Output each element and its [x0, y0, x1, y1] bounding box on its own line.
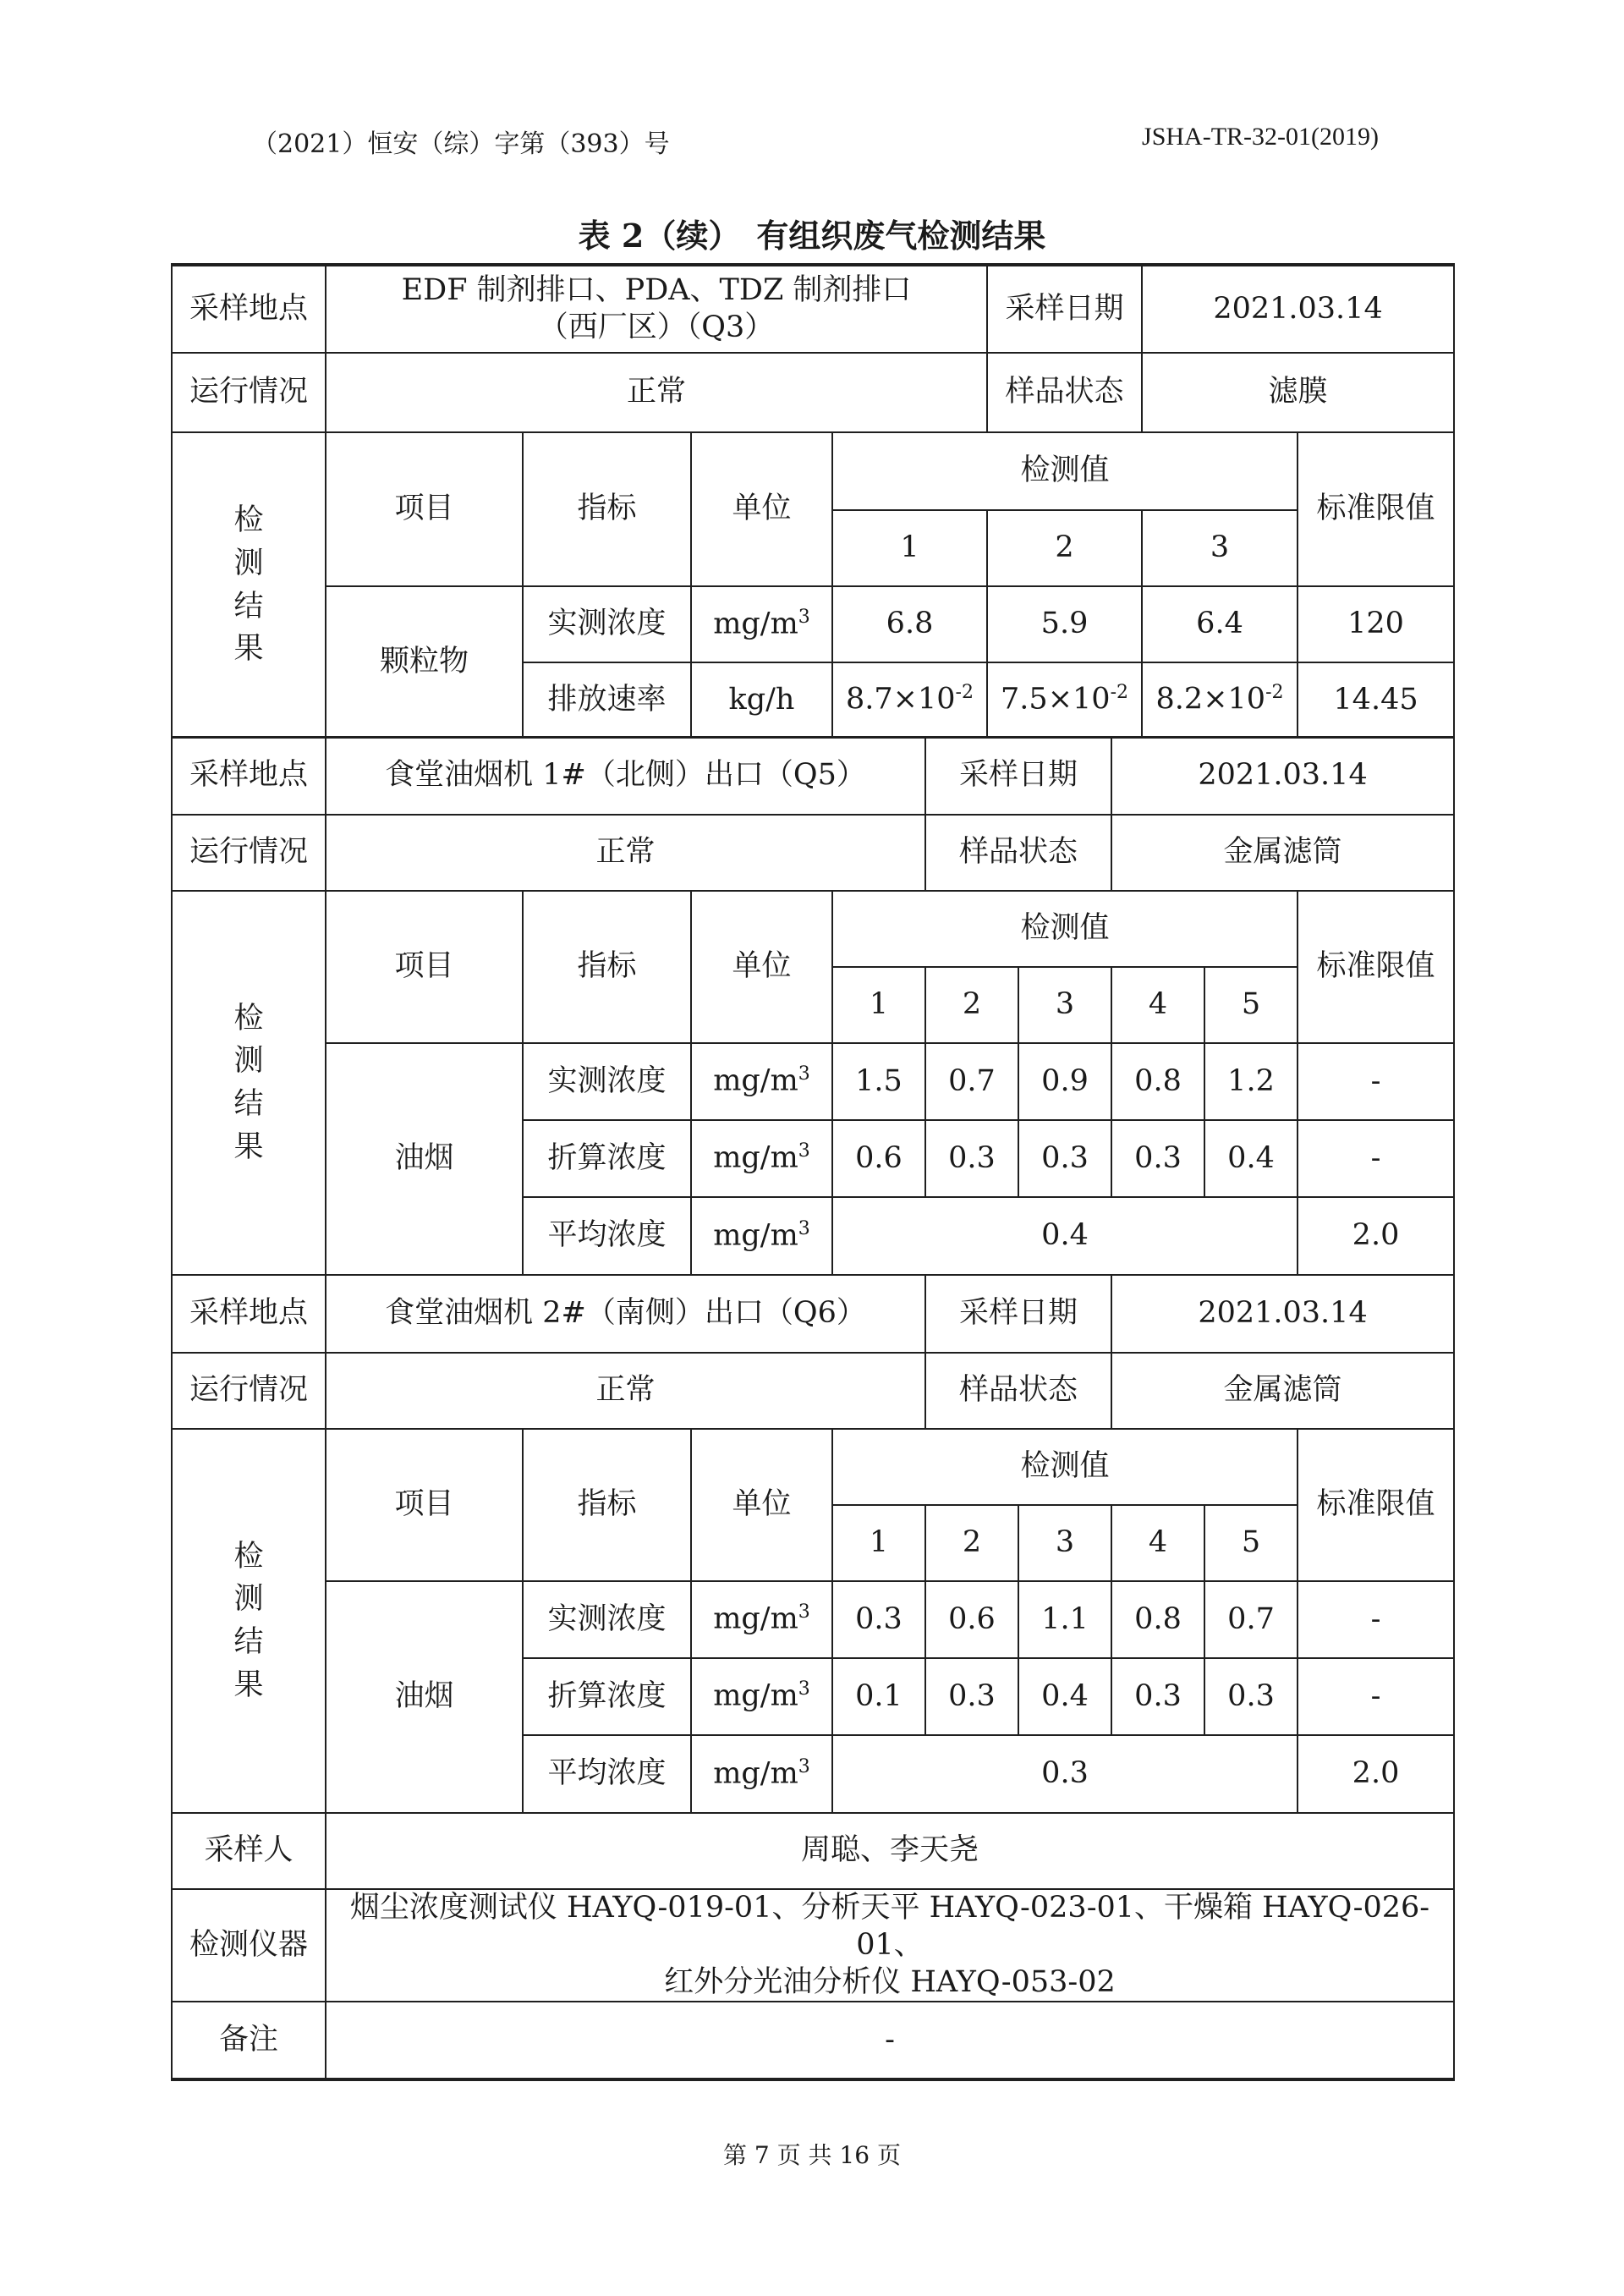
value-cell: 0.7 — [1204, 1581, 1298, 1658]
limit-header: 标准限值 — [1298, 432, 1454, 586]
page-number: 第 7 页 共 16 页 — [723, 2141, 901, 2169]
value-cell: 6.4 — [1142, 586, 1298, 662]
value-cell: 0.4 — [1204, 1120, 1298, 1197]
form-code: JSHA-TR-32-01(2019) — [1142, 123, 1379, 151]
remarks-label: 备注 — [172, 2002, 326, 2079]
limit-cell: 2.0 — [1298, 1735, 1454, 1813]
date-value: 2021.03.14 — [1111, 737, 1454, 815]
site-value: 食堂油烟机 1#（北侧）出口（Q5） — [326, 737, 925, 815]
site-value: 食堂油烟机 2#（南侧）出口（Q6） — [326, 1275, 925, 1353]
limit-header: 标准限值 — [1298, 891, 1454, 1043]
value-cell: 0.3 — [1111, 1658, 1204, 1735]
average-value: 0.4 — [832, 1197, 1298, 1275]
sample-state-value: 滤膜 — [1142, 353, 1454, 432]
limit-cell: - — [1298, 1043, 1454, 1120]
col-header: 1 — [832, 510, 987, 586]
col-header: 2 — [925, 967, 1018, 1043]
indicator-cell: 排放速率 — [523, 662, 691, 738]
col-header: 5 — [1204, 1505, 1298, 1581]
section-q6-table — [171, 1274, 1455, 1814]
report-number: （2021）恒安（综）字第（393）号 — [252, 129, 670, 159]
unit-header: 单位 — [691, 1429, 832, 1581]
value-cell: $7.5\times 10^{-2}$ — [987, 662, 1142, 738]
col-header: 4 — [1111, 1505, 1204, 1581]
col-header: 2 — [925, 1505, 1018, 1581]
operation-value: 正常 — [326, 815, 925, 891]
col-header: 2 — [987, 510, 1142, 586]
unit-cell: $mg/m^3$ — [691, 1043, 832, 1120]
limit-header: 标准限值 — [1298, 1429, 1454, 1581]
indicator-header: 指标 — [523, 432, 691, 586]
item-name: 油烟 — [326, 1581, 523, 1813]
value-cell: 0.3 — [1111, 1120, 1204, 1197]
value-cell: 0.8 — [1111, 1581, 1204, 1658]
value-cell: 0.7 — [925, 1043, 1018, 1120]
site-label: 采样地点 — [172, 737, 326, 815]
col-header: 1 — [832, 967, 925, 1043]
value-cell: 0.6 — [832, 1120, 925, 1197]
site-value: EDF 制剂排口、PDA、TDZ 制剂排口 （西厂区）（Q3） — [326, 265, 987, 353]
indicator-cell: 平均浓度 — [523, 1735, 691, 1813]
indicator-cell: 实测浓度 — [523, 1043, 691, 1120]
item-name: 颗粒物 — [326, 586, 523, 738]
unit-cell: $mg/m^3$ — [691, 1658, 832, 1735]
results-label: 检 测 结 果 — [172, 432, 326, 738]
sample-state-label: 样品状态 — [987, 353, 1142, 432]
limit-cell: - — [1298, 1120, 1454, 1197]
indicator-cell: 实测浓度 — [523, 1581, 691, 1658]
footer-table — [171, 1812, 1455, 2081]
value-cell: 0.3 — [832, 1581, 925, 1658]
date-value: 2021.03.14 — [1111, 1275, 1454, 1353]
date-label: 采样日期 — [925, 737, 1111, 815]
value-cell: 0.3 — [925, 1120, 1018, 1197]
limit-cell: - — [1298, 1581, 1454, 1658]
col-header: 1 — [832, 1505, 925, 1581]
section-q5-table — [171, 736, 1455, 1276]
item-name: 油烟 — [326, 1043, 523, 1275]
results-label: 检 测 结 果 — [172, 1429, 326, 1813]
measured-header: 检测值 — [832, 432, 1298, 510]
indicator-cell: 折算浓度 — [523, 1120, 691, 1197]
limit-cell: 2.0 — [1298, 1197, 1454, 1275]
sample-state-label: 样品状态 — [925, 1353, 1111, 1429]
col-header: 3 — [1018, 1505, 1111, 1581]
remarks-value: - — [326, 2002, 1454, 2079]
section-q3-table — [171, 263, 1455, 739]
table-title: 表 2（续） 有组织废气检测结果 — [578, 217, 1046, 255]
item-header: 项目 — [326, 432, 523, 586]
value-cell: 6.8 — [832, 586, 987, 662]
limit-cell: 120 — [1298, 586, 1454, 662]
value-cell: 1.5 — [832, 1043, 925, 1120]
sample-state-value: 金属滤筒 — [1111, 815, 1454, 891]
col-header: 3 — [1018, 967, 1111, 1043]
value-cell: $8.7\times 10^{-2}$ — [832, 662, 987, 738]
value-cell: 0.1 — [832, 1658, 925, 1735]
operation-label: 运行情况 — [172, 353, 326, 432]
indicator-cell: 折算浓度 — [523, 1658, 691, 1735]
value-cell: 0.3 — [925, 1658, 1018, 1735]
sampler-label: 采样人 — [172, 1813, 326, 1889]
value-cell: 0.6 — [925, 1581, 1018, 1658]
item-header: 项目 — [326, 1429, 523, 1581]
instruments-label: 检测仪器 — [172, 1889, 326, 2002]
results-label: 检 测 结 果 — [172, 891, 326, 1275]
value-cell: 0.3 — [1204, 1658, 1298, 1735]
sample-state-value: 金属滤筒 — [1111, 1353, 1454, 1429]
operation-label: 运行情况 — [172, 815, 326, 891]
unit-cell: $mg/m^3$ — [691, 1120, 832, 1197]
measured-header: 检测值 — [832, 1429, 1298, 1505]
indicator-header: 指标 — [523, 1429, 691, 1581]
operation-label: 运行情况 — [172, 1353, 326, 1429]
limit-cell: - — [1298, 1658, 1454, 1735]
unit-cell: $mg/m^3$ — [691, 1581, 832, 1658]
site-label: 采样地点 — [172, 265, 326, 353]
unit-header: 单位 — [691, 891, 832, 1043]
value-cell: 0.3 — [1018, 1120, 1111, 1197]
col-header: 3 — [1142, 510, 1298, 586]
unit-cell: $mg/m^3$ — [691, 1197, 832, 1275]
site-label: 采样地点 — [172, 1275, 326, 1353]
unit-cell: $mg/m^3$ — [691, 1735, 832, 1813]
value-cell: 5.9 — [987, 586, 1142, 662]
col-header: 4 — [1111, 967, 1204, 1043]
date-label: 采样日期 — [925, 1275, 1111, 1353]
measured-header: 检测值 — [832, 891, 1298, 967]
value-cell: 1.2 — [1204, 1043, 1298, 1120]
date-label: 采样日期 — [987, 265, 1142, 353]
unit-cell: kg/h — [691, 662, 832, 738]
unit-cell: $mg/m^3$ — [691, 586, 832, 662]
limit-cell: 14.45 — [1298, 662, 1454, 738]
value-cell: 0.4 — [1018, 1658, 1111, 1735]
sample-state-label: 样品状态 — [925, 815, 1111, 891]
average-value: 0.3 — [832, 1735, 1298, 1813]
sampler-value: 周聪、李天尧 — [326, 1813, 1454, 1889]
indicator-header: 指标 — [523, 891, 691, 1043]
instruments-value: 烟尘浓度测试仪 HAYQ-019-01、分析天平 HAYQ-023-01、干燥箱 HAYQ-026-01、 红外分光油分析仪 HAYQ-053-02 — [326, 1889, 1454, 2002]
value-cell: $8.2\times 10^{-2}$ — [1142, 662, 1298, 738]
value-cell: 0.9 — [1018, 1043, 1111, 1120]
value-cell: 0.8 — [1111, 1043, 1204, 1120]
indicator-cell: 平均浓度 — [523, 1197, 691, 1275]
operation-value: 正常 — [326, 353, 987, 432]
item-header: 项目 — [326, 891, 523, 1043]
unit-header: 单位 — [691, 432, 832, 586]
indicator-cell: 实测浓度 — [523, 586, 691, 662]
value-cell: 1.1 — [1018, 1581, 1111, 1658]
operation-value: 正常 — [326, 1353, 925, 1429]
date-value: 2021.03.14 — [1142, 265, 1454, 353]
col-header: 5 — [1204, 967, 1298, 1043]
